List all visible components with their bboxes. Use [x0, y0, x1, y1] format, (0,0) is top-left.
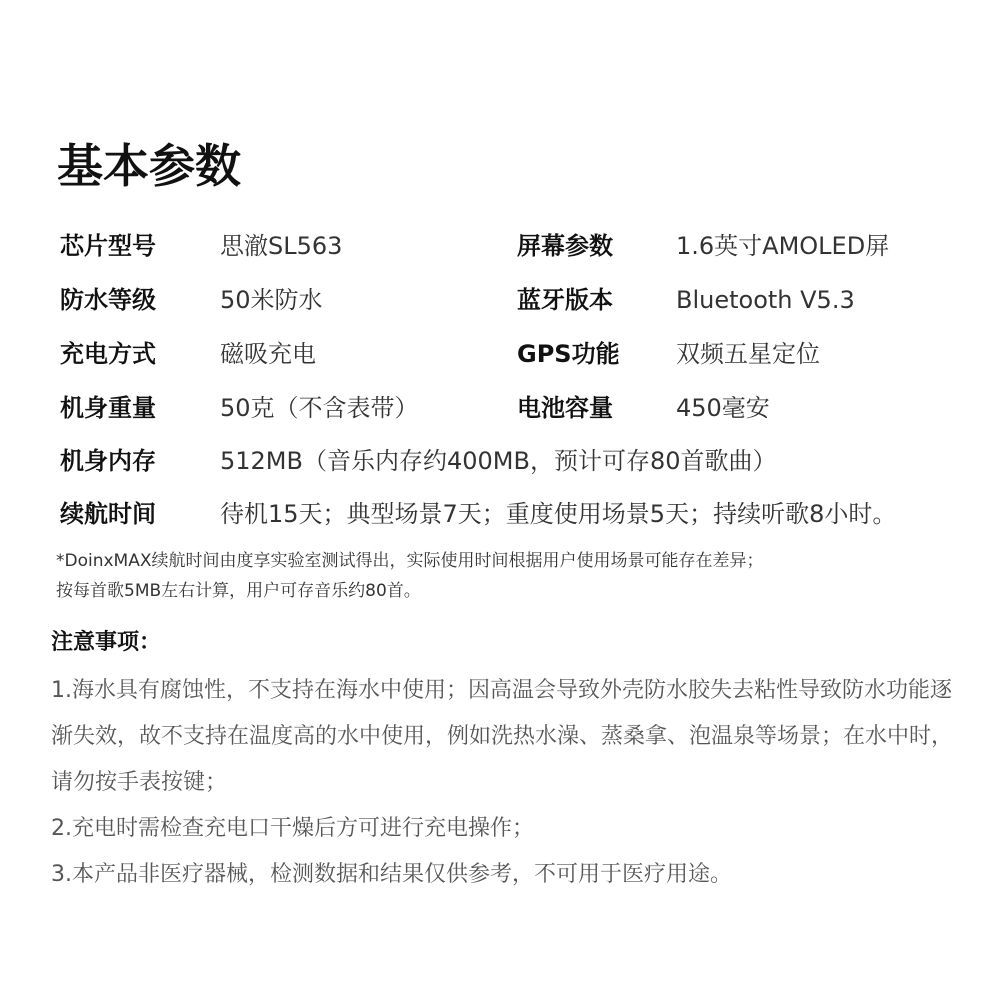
spec-label-weight: 机身重量 [60, 394, 156, 422]
spec-label-screen: 屏幕参数 [517, 232, 613, 260]
note-item: 1.海水具有腐蚀性，不支持在海水中使用；因高温会导致外壳防水胶失去粘性导致防水功能逐渐失效，故不支持在温度高的水中使用，例如洗热水澡、蒸桑拿、泡温泉等场景；在水中时，请勿按手表按键； [51, 678, 954, 795]
spec-value-waterproof: 50米防水 [220, 286, 323, 314]
spec-label-waterproof: 防水等级 [60, 286, 156, 314]
spec-label-battery: 电池容量 [517, 394, 613, 422]
spec-row [0, 441, 1000, 481]
spec-value-bluetooth: Bluetooth V5.3 [676, 286, 855, 314]
spec-row [0, 388, 1000, 428]
footnote-line: *DoinxMAX续航时间由度享实验室测试得出，实际使用时间根据用户使用场景可能存在差异； [56, 551, 764, 571]
spec-row [0, 280, 1000, 320]
spec-value-chip: 思澈SL563 [220, 232, 343, 260]
note-item: 3.本产品非医疗器械，检测数据和结果仅供参考，不可用于医疗用途。 [51, 862, 732, 887]
spec-label-charging: 充电方式 [60, 340, 156, 368]
spec-label-bluetooth: 蓝牙版本 [517, 286, 613, 314]
notes-heading: 注意事项： [51, 630, 162, 655]
spec-value-battery-life: 待机15天；典型场景7天；重度使用场景5天；持续听歌8小时。 [220, 500, 897, 528]
notes-list [51, 668, 966, 898]
spec-value-weight: 50克（不含表带） [220, 394, 419, 422]
spec-label-memory: 机身内存 [60, 447, 156, 475]
spec-value-battery: 450毫安 [676, 394, 770, 422]
spec-value-gps: 双频五星定位 [676, 340, 820, 368]
spec-label-battery-life: 续航时间 [60, 500, 156, 528]
note-item: 2.充电时需检查充电口干燥后方可进行充电操作； [51, 816, 534, 841]
spec-value-charging: 磁吸充电 [220, 340, 316, 368]
spec-value-memory: 512MB（音乐内存约400MB，预计可存80首歌曲） [220, 447, 777, 475]
footnote-line: 按每首歌5MB左右计算，用户可存音乐约80首。 [56, 581, 421, 601]
spec-row [0, 494, 1000, 534]
spec-row [0, 334, 1000, 374]
page-title: 基本参数 [57, 139, 241, 193]
spec-value-screen: 1.6英寸AMOLED屏 [676, 232, 890, 260]
spec-label-chip: 芯片型号 [60, 232, 156, 260]
spec-label-gps: GPS功能 [517, 340, 620, 368]
spec-row [0, 226, 1000, 266]
footnote [56, 546, 764, 606]
